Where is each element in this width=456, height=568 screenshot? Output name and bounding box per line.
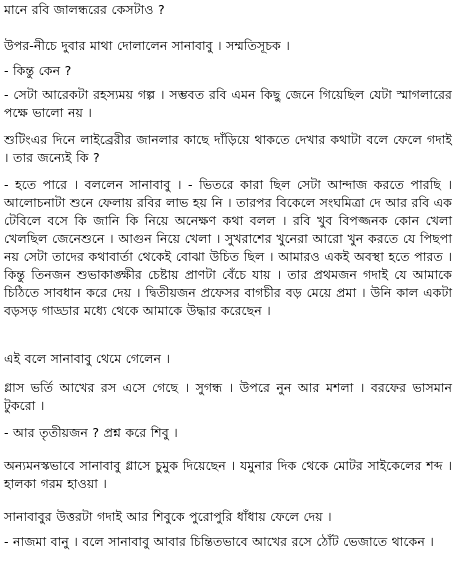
paragraph-2: উপর-নীচে দুবার মাথা দোলালেন সানাবাবু । সম্মতিসূচক । <box>4 38 290 53</box>
paragraph-1: মানে রবি জালন্ধরের কেসটাও ? <box>4 2 165 17</box>
paragraph-8: গ্লাস ভর্তি আখের রস এসে গেছে । সুগন্ধ । উপরে নুন আর মশলা । বরফের ভাসমান টুকরো । <box>4 380 452 413</box>
paragraph-5: শুটিংএর দিনে লাইব্রেরীর জানলার কাছে দাঁড়িয়ে থাকতে দেখার কথাটা বলে ফেলে গদাই । তার জন্যেই কি ? <box>4 132 452 165</box>
paragraph-4: - সেটা আরেকটা রহস্যময় গল্প । সম্ভবত রবি এমন কিছু জেনে গিয়েছিল যেটা স্মাগলারের পক্ষে ভালো নয় । <box>4 87 452 120</box>
paragraph-9: - আর তৃতীয়জন ? প্রশ্ন করে শিবু । <box>4 425 178 440</box>
paragraph-3: - কিন্তু কেন ? <box>4 63 72 78</box>
paragraph-7: এই বলে সানাবাবু থেমে গেলেন । <box>4 351 171 366</box>
paragraph-6: - হতে পারে । বললেন সানাবাবু । - ভিতরে কারা ছিল সেটা আন্দাজ করতে পারছি । আলোচনাটা শুনে ফেলায় রবির লাভ হয় নি । তারপর বিকেলে সংঘমিত্রা দে আর রবি এক টেবিলে বসে কি জানি কি নিয়ে অনেক্ষণ কথা বলল । রবি খুব বিপজ্জনক কোন খেলা খেলছিল জেনেশুনে । আগুন নিয়ে খেলা । সুখরাশের খুনেরা আরো খুন করতে যে পিছপা নয় সেটা তাদের কথাবার্তা থেকেই বোঝা উচিত ছিল । আমারও একই অবস্থা হতে পারত । কিন্তু তিনজন শুভাকাঙ্ক্ষীর চেষ্টায় প্রাণটা বেঁচে যায় । তার প্রথমজন গদাই যে আমাকে চিঠিতে সাবধান করে দেয় । দ্বিতীয়জন প্রফেসর বাগচীর বড় মেয়ে প্রমা । উনি কাল একটা বড়সড় গাড্ডার মধ্যে থেকে আমাকে উদ্ধার করেছেন । <box>4 177 452 318</box>
paragraph-11: সানাবাবুর উত্তরটা গদাই আর শিবুকে পুরোপুরি ধাঁধায় ফেলে দেয় । <box>4 509 332 524</box>
paragraph-12: - নাজমা বানু । বলে সানাবাবু আবার চিন্তিতভাবে আখের রসে ঠোঁট ভেজাতে থাকেন । <box>4 534 434 549</box>
paragraph-10: অন্যমনস্কভাবে সানাবাবু গ্লাসে চুমুক দিয়েছেন । যমুনার দিক থেকে মোটর সাইকেলের শব্দ । হালকা গরম হাওয়া । <box>4 458 452 491</box>
